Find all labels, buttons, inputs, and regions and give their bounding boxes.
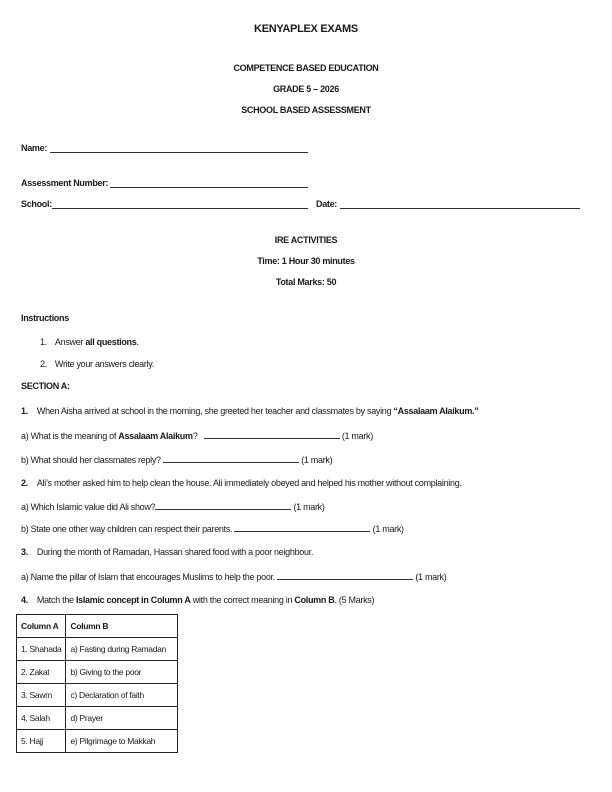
meaning-cell: e) Pilgrimage to Makkah: [66, 730, 178, 753]
q-text: Match the: [36, 595, 76, 605]
answer-line[interactable]: [234, 523, 370, 532]
meaning-cell: c) Declaration of faith: [66, 684, 178, 707]
mark: (1 mark): [415, 572, 447, 582]
school-line[interactable]: [52, 208, 308, 209]
assessment-number-label: Assessment Number:: [21, 178, 109, 188]
name-line[interactable]: [50, 152, 308, 153]
q-text: a) What is the meaning of: [21, 431, 119, 441]
question-1a: [21, 430, 373, 442]
q-text: a) Name the pillar of Islam that encourages Muslims to help the poor.: [21, 572, 275, 582]
q-text: When Aisha arrived at school in the morning, she greeted her teacher and classmates by saying: [36, 406, 394, 416]
q-text-end: ?: [192, 431, 198, 441]
item-number: 2.: [40, 359, 47, 369]
q-number: 3.: [21, 547, 28, 557]
q-bold: Column B: [294, 595, 335, 605]
concept-cell: 4. Salah: [17, 707, 66, 730]
time-allowed: Time: 1 Hour 30 minutes: [257, 256, 355, 266]
mark: (1 mark): [372, 524, 404, 534]
q-number: 2.: [21, 478, 28, 488]
q-text: b) State one other way children can respect their parents.: [21, 524, 233, 534]
question-3: [21, 547, 313, 558]
assessment-number-line[interactable]: [110, 187, 308, 188]
answer-line[interactable]: [155, 501, 291, 510]
q-text-end: . (5 Marks): [334, 595, 375, 605]
table-row: [17, 684, 178, 707]
matching-table: [16, 614, 178, 753]
item-text: Write your answers clearly.: [54, 359, 155, 369]
q-bold: Assalaam Alaikum: [118, 431, 193, 441]
meaning-cell: a) Fasting during Ramadan: [66, 638, 178, 661]
item-bold: all questions: [85, 337, 137, 347]
mark: (1 mark): [293, 502, 325, 512]
q-bold: “Assalaam Alaikum.”: [393, 406, 479, 416]
instructions-title: Instructions: [21, 313, 69, 323]
question-2: [21, 478, 462, 489]
answer-line[interactable]: [204, 430, 340, 439]
question-3a: [21, 571, 446, 583]
item-end: .: [136, 337, 139, 347]
name-label: Name:: [21, 143, 48, 153]
q-number: 1.: [21, 406, 28, 416]
mark: (1 mark): [341, 431, 373, 441]
instruction-item: [40, 359, 154, 370]
table-row: [17, 638, 178, 661]
mark: (1 mark): [301, 455, 333, 465]
q-text: Ali’s mother asked him to help clean the house. Ali immediately obeyed and helped his mother without complaining.: [36, 478, 462, 488]
q-text: a) Which Islamic value did Ali show?: [21, 502, 156, 512]
meaning-cell: b) Giving to the poor: [66, 661, 178, 684]
grade-heading: GRADE 5 – 2026: [273, 84, 339, 94]
item-number: 1.: [40, 337, 47, 347]
assessment-heading: SCHOOL BASED ASSESSMENT: [241, 105, 371, 115]
meaning-cell: d) Prayer: [66, 707, 178, 730]
subject-title: IRE ACTIVITIES: [274, 235, 338, 245]
question-2b: [21, 523, 404, 535]
concept-cell: 1. Shahada: [17, 638, 66, 661]
question-4: [21, 595, 374, 606]
section-title: SECTION A:: [21, 381, 70, 391]
school-label: School:: [21, 199, 52, 209]
date-label: Date:: [316, 199, 338, 209]
concept-cell: 3. Sawm: [17, 684, 66, 707]
answer-line[interactable]: [163, 454, 299, 463]
table-row: [17, 730, 178, 753]
curriculum-heading: COMPETENCE BASED EDUCATION: [233, 63, 379, 73]
table-header-row: [17, 615, 178, 638]
concept-cell: 5. Hajj: [17, 730, 66, 753]
concept-cell: 2. Zakat: [17, 661, 66, 684]
table-row: [17, 661, 178, 684]
question-1b: [21, 454, 332, 466]
answer-line[interactable]: [277, 571, 413, 580]
exam-org-title: KENYAPLEX EXAMS: [254, 23, 358, 35]
total-marks: Total Marks: 50: [275, 277, 337, 287]
date-line[interactable]: [340, 208, 580, 209]
q-text: b) What should her classmates reply?: [21, 455, 161, 465]
instruction-item: [40, 337, 139, 348]
question-1: [21, 406, 478, 417]
q-text: During the month of Ramadan, Hassan shared food with a poor neighbour.: [36, 547, 314, 557]
question-2a: [21, 501, 325, 513]
q-bold: Islamic concept in Column A: [75, 595, 191, 605]
table-row: [17, 707, 178, 730]
q-text: with the correct meaning in: [190, 595, 295, 605]
column-b-header: Column B: [66, 615, 178, 638]
q-number: 4.: [21, 595, 28, 605]
column-a-header: Column A: [17, 615, 66, 638]
item-text: Answer: [54, 337, 86, 347]
